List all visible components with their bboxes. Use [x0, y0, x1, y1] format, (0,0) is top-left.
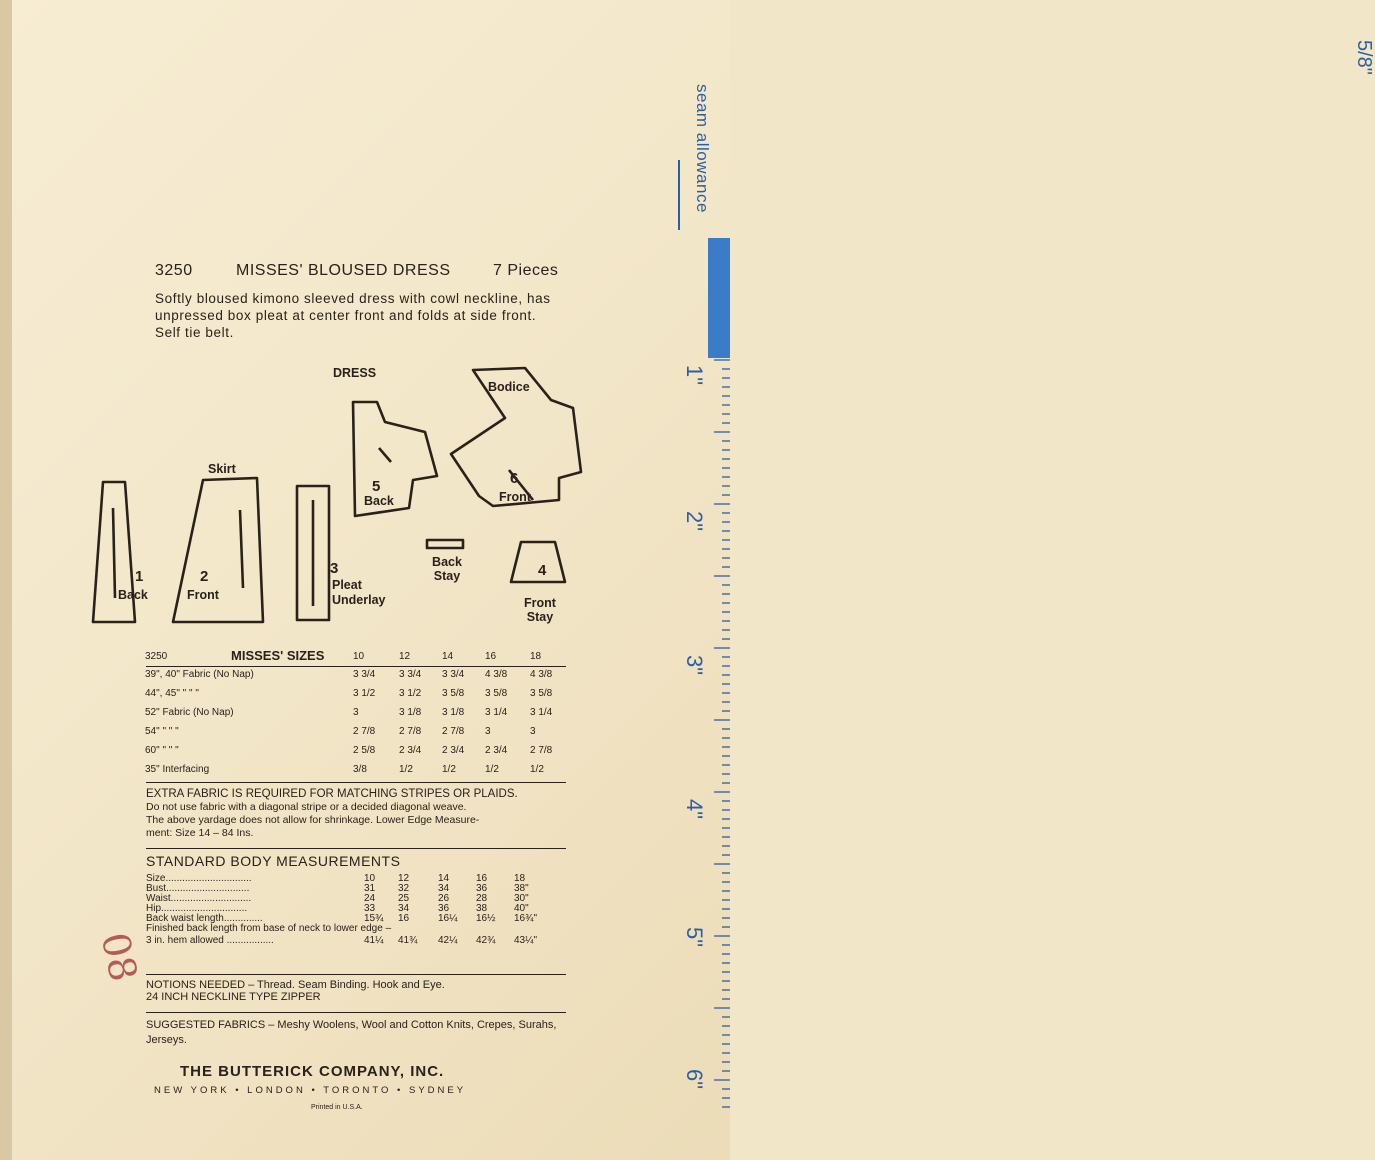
yardage-cell: 3 [353, 707, 359, 718]
yardage-cell: 3 [530, 726, 536, 737]
yardage-cell: 1/2 [530, 764, 544, 775]
yardage-cell: 2 7/8 [442, 726, 465, 737]
yardage-pattern-number: 3250 [145, 651, 168, 662]
company-name: THE BUTTERICK COMPANY, INC. [180, 1063, 445, 1080]
piece-4-name: Front Stay [524, 596, 556, 624]
size-col: 12 [399, 651, 411, 662]
yardage-cell: 4 3/8 [530, 669, 553, 680]
measurement-cell: 38" [514, 883, 529, 894]
measurement-cell: 36 [438, 903, 450, 914]
yardage-row-label: 44", 45" " " " [145, 688, 199, 699]
lower-edge-note: ment: Size 14 – 84 Ins. [146, 827, 254, 839]
piece-3-name: Pleat Underlay [332, 578, 386, 607]
yardage-row [145, 705, 565, 724]
yardage-cell: 1/2 [442, 764, 456, 775]
measurement-cell: 43¼" [514, 935, 538, 946]
ruler-2: 2" [682, 510, 708, 532]
yardage-header [145, 648, 565, 667]
yardage-row-label: 60" " " " [145, 745, 179, 756]
measurement-cell: 18 [514, 873, 526, 884]
piece-6-number: 6 [510, 470, 519, 487]
stripes-note: EXTRA FABRIC IS REQUIRED FOR MATCHING STRIPES OR PLAIDS. [146, 788, 518, 800]
piece-2-name: Front [187, 588, 219, 602]
yardage-table [145, 648, 565, 781]
body-measurements-title: STANDARD BODY MEASUREMENTS [146, 853, 401, 869]
measurement-cell: 42¼ [438, 935, 458, 946]
yardage-row-label: 39", 40" Fabric (No Nap) [145, 669, 254, 680]
piece-5-number: 5 [372, 478, 381, 495]
piece-6-name: Front [499, 490, 531, 504]
size-col: 14 [442, 651, 454, 662]
measurement-cell: 16½ [476, 913, 496, 924]
seam-band [708, 238, 730, 358]
seam-fraction: 5/8" [1353, 40, 1375, 75]
seam-allowance-label: seam allowance [693, 84, 712, 213]
yardage-cell: 2 7/8 [353, 726, 376, 737]
measurement-label: 3 in. hem allowed ................. [146, 935, 274, 946]
measurement-row [146, 873, 566, 883]
yardage-row [145, 743, 565, 762]
yardage-cell: 3 5/8 [530, 688, 553, 699]
yardage-cell: 1/2 [485, 764, 499, 775]
measurement-label: Bust.............................. [146, 883, 250, 894]
skirt-heading: Skirt [208, 462, 236, 476]
ruler-5: 5" [682, 926, 708, 948]
suggested-fabrics: SUGGESTED FABRICS – Meshy Woolens, Wool and Cotton Knits, Crepes, Surahs, Jerseys. [146, 1019, 557, 1046]
bodice-heading: Bodice [488, 380, 530, 394]
measurement-cell: 41¼ [364, 935, 384, 946]
yardage-cell: 3/8 [353, 764, 367, 775]
measurement-cell: 34 [438, 883, 450, 894]
measurement-cell: 38 [476, 903, 488, 914]
divider [146, 974, 566, 975]
measurement-row [146, 883, 566, 893]
measurement-cell: 26 [438, 893, 450, 904]
yardage-row [145, 686, 565, 705]
measurement-label: Size............................... [146, 873, 252, 884]
measurement-cell: 12 [398, 873, 410, 884]
measurement-row [146, 893, 566, 903]
measurement-label: Hip............................... [146, 903, 248, 914]
yardage-cell: 3 1/8 [399, 707, 422, 718]
measurement-cell: 41¾ [398, 935, 418, 946]
envelope-edge [0, 0, 12, 1160]
size-col: 18 [530, 651, 542, 662]
measurement-cell: 42¾ [476, 935, 496, 946]
divider [146, 848, 566, 849]
piece-2-number: 2 [200, 568, 209, 585]
back-stay-label: Back Stay [432, 555, 462, 583]
yardage-cell: 3 1/8 [442, 707, 465, 718]
measurement-cell: 34 [398, 903, 410, 914]
ruler-6: 6" [682, 1068, 708, 1090]
yardage-heading: MISSES' SIZES [231, 648, 325, 663]
finished-length-row [146, 935, 566, 945]
pattern-number: 3250 [155, 262, 193, 279]
measurement-cell: 24 [364, 893, 376, 904]
measurement-label: Waist............................. [146, 893, 252, 904]
measurement-row [146, 903, 566, 913]
seam-mark [678, 160, 680, 230]
yardage-row [145, 724, 565, 743]
measurement-cell: 14 [438, 873, 450, 884]
measurement-cell: 28 [476, 893, 488, 904]
yardage-cell: 1/2 [399, 764, 413, 775]
size-col: 16 [485, 651, 497, 662]
yardage-cell: 2 7/8 [399, 726, 422, 737]
notions-line2: 24 INCH NECKLINE TYPE ZIPPER [146, 991, 321, 1003]
divider [146, 1012, 566, 1013]
yardage-cell: 3 3/4 [442, 669, 465, 680]
measurement-cell: 33 [364, 903, 376, 914]
measurement-cell: 16¾" [514, 913, 538, 924]
measurement-cell: 36 [476, 883, 488, 894]
yardage-cell: 3 1/4 [530, 707, 553, 718]
yardage-cell: 3 1/2 [399, 688, 422, 699]
yardage-cell: 2 3/4 [442, 745, 465, 756]
measurement-cell: 15¾ [364, 913, 384, 924]
yardage-cell: 2 3/4 [399, 745, 422, 756]
printed-in: Printed in U.S.A. [311, 1104, 363, 1111]
notions-line1: NOTIONS NEEDED – Thread. Seam Binding. Hook and Eye. [146, 979, 445, 991]
ruler-1: 1" [682, 364, 708, 386]
shrinkage-note: The above yardage does not allow for shrinkage. Lower Edge Measure- [146, 814, 480, 826]
piece-1-name: Back [118, 588, 148, 602]
divider [146, 666, 566, 667]
yardage-cell: 3 1/4 [485, 707, 508, 718]
fabric-notes [146, 788, 566, 840]
yardage-row [145, 762, 565, 781]
measurement-cell: 16 [398, 913, 410, 924]
piece-4-number: 4 [538, 562, 547, 579]
measurement-label: Back waist length.............. [146, 913, 263, 924]
yardage-cell: 4 3/8 [485, 669, 508, 680]
yardage-cell: 3 [485, 726, 491, 737]
piece-1-number: 1 [135, 568, 144, 585]
measurement-cell: 10 [364, 873, 376, 884]
yardage-cell: 2 5/8 [353, 745, 376, 756]
measurement-cell: 31 [364, 883, 376, 894]
measurement-row [146, 913, 566, 923]
yardage-cell: 3 1/2 [353, 688, 376, 699]
measurement-cell: 32 [398, 883, 410, 894]
body-measurements-table [146, 873, 566, 945]
yardage-row-label: 35" Interfacing [145, 764, 210, 775]
measurement-cell: 30" [514, 893, 529, 904]
pattern-description: Softly bloused kimono sleeved dress with cowl neckline, has unpressed box pleat at center front and folds at side front. Self tie belt. [155, 291, 551, 340]
divider [146, 782, 566, 783]
measurement-cell: 16¼ [438, 913, 458, 924]
piece-5-name: Back [364, 494, 394, 508]
back-stay-shape [427, 540, 463, 548]
measurement-cell: 25 [398, 893, 410, 904]
pattern-title: MISSES' BLOUSED DRESS [236, 262, 451, 279]
finished-length-note: Finished back length from base of neck to lower edge – [146, 923, 392, 934]
piece-3-number: 3 [330, 560, 339, 577]
dress-heading: DRESS [333, 366, 377, 380]
diagonal-note: Do not use fabric with a diagonal stripe or a decided diagonal weave. [146, 801, 467, 813]
ruler-3: 3" [682, 654, 708, 676]
yardage-cell: 3 5/8 [442, 688, 465, 699]
handwritten-number: 08 [92, 928, 146, 986]
measurement-cell: 16 [476, 873, 488, 884]
yardage-cell: 3 5/8 [485, 688, 508, 699]
company-cities: NEW YORK • LONDON • TORONTO • SYDNEY [154, 1085, 467, 1096]
yardage-cell: 2 3/4 [485, 745, 508, 756]
ruler-ticks [668, 360, 730, 1120]
size-col: 10 [353, 651, 365, 662]
yardage-row-label: 52" Fabric (No Nap) [145, 707, 234, 718]
piece-count: 7 Pieces [493, 262, 559, 279]
yardage-cell: 3 3/4 [353, 669, 376, 680]
notions [146, 979, 445, 1003]
yardage-cell: 3 3/4 [399, 669, 422, 680]
yardage-row-label: 54" " " " [145, 726, 179, 737]
yardage-row [145, 667, 565, 686]
ruler-4: 4" [682, 798, 708, 820]
measurement-cell: 40" [514, 903, 529, 914]
yardage-cell: 2 7/8 [530, 745, 553, 756]
